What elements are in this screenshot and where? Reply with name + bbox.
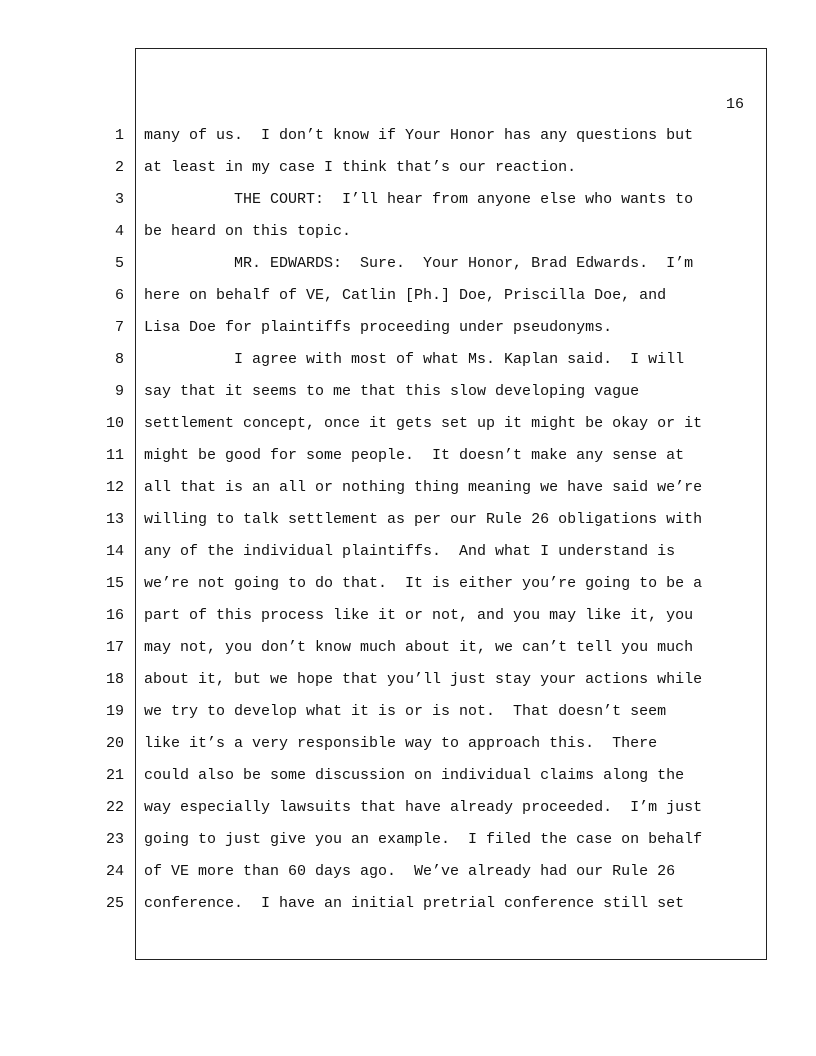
- line-number: 15: [105, 575, 124, 592]
- line-number: 2: [114, 159, 124, 176]
- transcript-line: [0, 574, 816, 606]
- line-text: MR. EDWARDS: Sure. Your Honor, Brad Edwards. I’m: [144, 255, 694, 272]
- transcript-line: [0, 766, 816, 798]
- transcript-line: [0, 894, 816, 926]
- line-number: 16: [105, 607, 124, 624]
- line-number: 19: [105, 703, 124, 720]
- line-number: 1: [114, 127, 124, 144]
- transcript-line: [0, 414, 816, 446]
- line-text: say that it seems to me that this slow developing vague: [144, 383, 640, 400]
- transcript-line: [0, 478, 816, 510]
- line-text: willing to talk settlement as per our Rule 26 obligations with: [144, 511, 703, 528]
- line-number: 12: [105, 479, 124, 496]
- transcript-line: [0, 606, 816, 638]
- transcript-line: [0, 446, 816, 478]
- line-text: we try to develop what it is or is not. That doesn’t seem: [144, 703, 667, 720]
- page-number: 16: [725, 96, 744, 113]
- transcript-line: [0, 798, 816, 830]
- line-text: Lisa Doe for plaintiffs proceeding under pseudonyms.: [144, 319, 613, 336]
- line-text: about it, but we hope that you’ll just stay your actions while: [144, 671, 703, 688]
- line-text: many of us. I don’t know if Your Honor has any questions but: [144, 127, 694, 144]
- transcript-line: [0, 350, 816, 382]
- line-text: settlement concept, once it gets set up it might be okay or it: [144, 415, 703, 432]
- line-text: conference. I have an initial pretrial conference still set: [144, 895, 685, 912]
- transcript-line: [0, 126, 816, 158]
- transcript-line: [0, 382, 816, 414]
- line-number: 21: [105, 767, 124, 784]
- line-text: at least in my case I think that’s our reaction.: [144, 159, 577, 176]
- line-text: may not, you don’t know much about it, we can’t tell you much: [144, 639, 694, 656]
- line-number: 17: [105, 639, 124, 656]
- line-text: THE COURT: I’ll hear from anyone else who wants to: [144, 191, 694, 208]
- transcript-line: [0, 286, 816, 318]
- line-number: 25: [105, 895, 124, 912]
- line-text: all that is an all or nothing thing meaning we have said we’re: [144, 479, 703, 496]
- line-text: here on behalf of VE, Catlin [Ph.] Doe, Priscilla Doe, and: [144, 287, 667, 304]
- line-text: part of this process like it or not, and you may like it, you: [144, 607, 694, 624]
- line-number: 14: [105, 543, 124, 560]
- transcript-line: [0, 862, 816, 894]
- transcript-line: [0, 702, 816, 734]
- line-text: like it’s a very responsible way to approach this. There: [144, 735, 658, 752]
- line-text: be heard on this topic.: [144, 223, 352, 240]
- transcript-line: [0, 510, 816, 542]
- transcript-line: [0, 318, 816, 350]
- transcript-line: [0, 542, 816, 574]
- line-number: 5: [114, 255, 124, 272]
- line-number: 13: [105, 511, 124, 528]
- transcript-line: [0, 734, 816, 766]
- line-number: 4: [114, 223, 124, 240]
- transcript-line: [0, 638, 816, 670]
- transcript-line: [0, 830, 816, 862]
- line-text: going to just give you an example. I filed the case on behalf: [144, 831, 703, 848]
- line-number: 3: [114, 191, 124, 208]
- line-number: 18: [105, 671, 124, 688]
- line-number: 9: [114, 383, 124, 400]
- line-text: way especially lawsuits that have already proceeded. I’m just: [144, 799, 703, 816]
- transcript-line: [0, 190, 816, 222]
- line-number: 10: [105, 415, 124, 432]
- transcript-line: [0, 222, 816, 254]
- line-number: 24: [105, 863, 124, 880]
- transcript-line: [0, 670, 816, 702]
- line-number: 23: [105, 831, 124, 848]
- line-text: any of the individual plaintiffs. And what I understand is: [144, 543, 676, 560]
- line-text: I agree with most of what Ms. Kaplan said. I will: [144, 351, 685, 368]
- line-number: 11: [105, 447, 124, 464]
- line-number: 6: [114, 287, 124, 304]
- line-number: 22: [105, 799, 124, 816]
- line-text: we’re not going to do that. It is either you’re going to be a: [144, 575, 703, 592]
- transcript-line: [0, 254, 816, 286]
- line-text: of VE more than 60 days ago. We’ve already had our Rule 26: [144, 863, 676, 880]
- line-text: could also be some discussion on individual claims along the: [144, 767, 685, 784]
- transcript-line: [0, 158, 816, 190]
- line-text: might be good for some people. It doesn’t make any sense at: [144, 447, 685, 464]
- line-number: 20: [105, 735, 124, 752]
- line-number: 7: [114, 319, 124, 336]
- transcript-lines: [0, 126, 816, 926]
- line-number: 8: [114, 351, 124, 368]
